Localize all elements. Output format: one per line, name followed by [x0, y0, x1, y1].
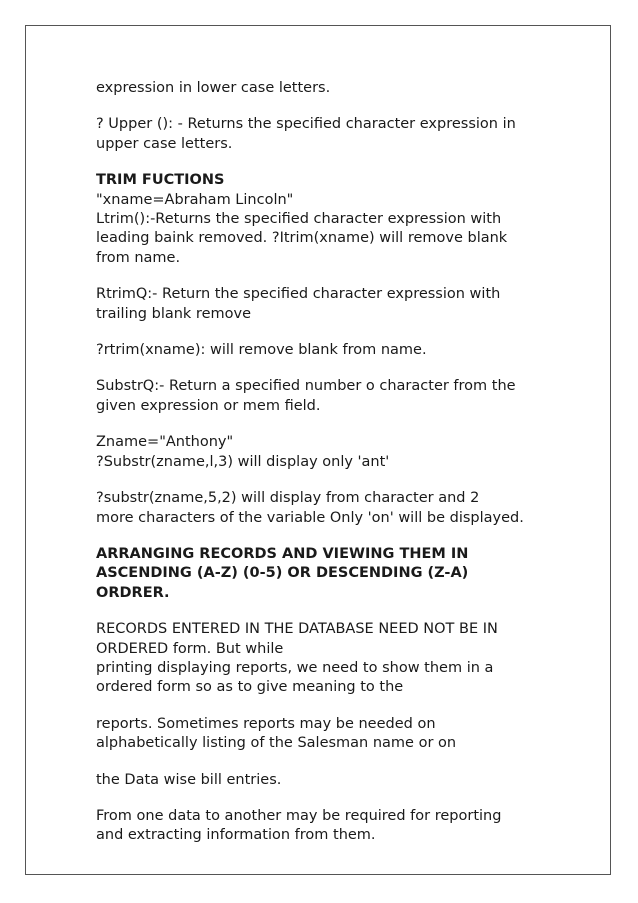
section-heading-trim: TRIM FUCTIONS: [96, 172, 225, 189]
text-line: From one data to another may be required for reporting: [96, 807, 502, 824]
text-line: RECORDS ENTERED IN THE DATABASE NEED NOT BE IN: [96, 621, 498, 638]
text-line: ORDERED form. But while: [96, 640, 284, 657]
section-heading-arranging: ASCENDING (A-Z) (0-5) OR DESCENDING (Z-A): [96, 565, 469, 582]
document-body: [96, 79, 556, 846]
text-line: ? Upper (): - Returns the specified character expression in: [96, 116, 516, 133]
text-line: ?rtrim(xname): will remove blank from name.: [96, 342, 427, 359]
text-line: given expression or mem field.: [96, 397, 321, 414]
text-line: leading baink removed. ?Itrim(xname) will remove blank: [96, 230, 508, 247]
text-line: more characters of the variable Only 'on' will be displayed.: [96, 509, 524, 526]
text-line: ?Substr(zname,l,3) will display only 'ant': [96, 453, 390, 470]
text-line: and extracting information from them.: [96, 827, 376, 844]
text-line: ?substr(zname,5,2) will display from character and 2: [96, 490, 480, 507]
section-heading-arranging: ORDRER.: [96, 584, 170, 601]
text-line: Ltrim():-Returns the specified character expression with: [96, 211, 502, 228]
text-line: upper case letters.: [96, 135, 233, 152]
text-line: SubstrQ:- Return a specified number o character from the: [96, 378, 516, 395]
text-line: Zname="Anthony": [96, 434, 234, 451]
text-line: expression in lower case letters.: [96, 80, 331, 96]
text-line: ordered form so as to give meaning to the: [96, 679, 404, 696]
text-line: reports. Sometimes reports may be needed on: [96, 715, 436, 732]
text-line: "xname=Abraham Lincoln": [96, 191, 294, 208]
text-line: from name.: [96, 249, 181, 266]
text-line: trailing blank remove: [96, 305, 251, 322]
text-line: printing displaying reports, we need to show them in a: [96, 659, 494, 676]
text-line: the Data wise bill entries.: [96, 771, 282, 788]
text-line: RtrimQ:- Return the specified character expression with: [96, 286, 501, 303]
section-heading-arranging: ARRANGING RECORDS AND VIEWING THEM IN: [96, 545, 469, 562]
text-line: alphabetically listing of the Salesman name or on: [96, 735, 457, 752]
